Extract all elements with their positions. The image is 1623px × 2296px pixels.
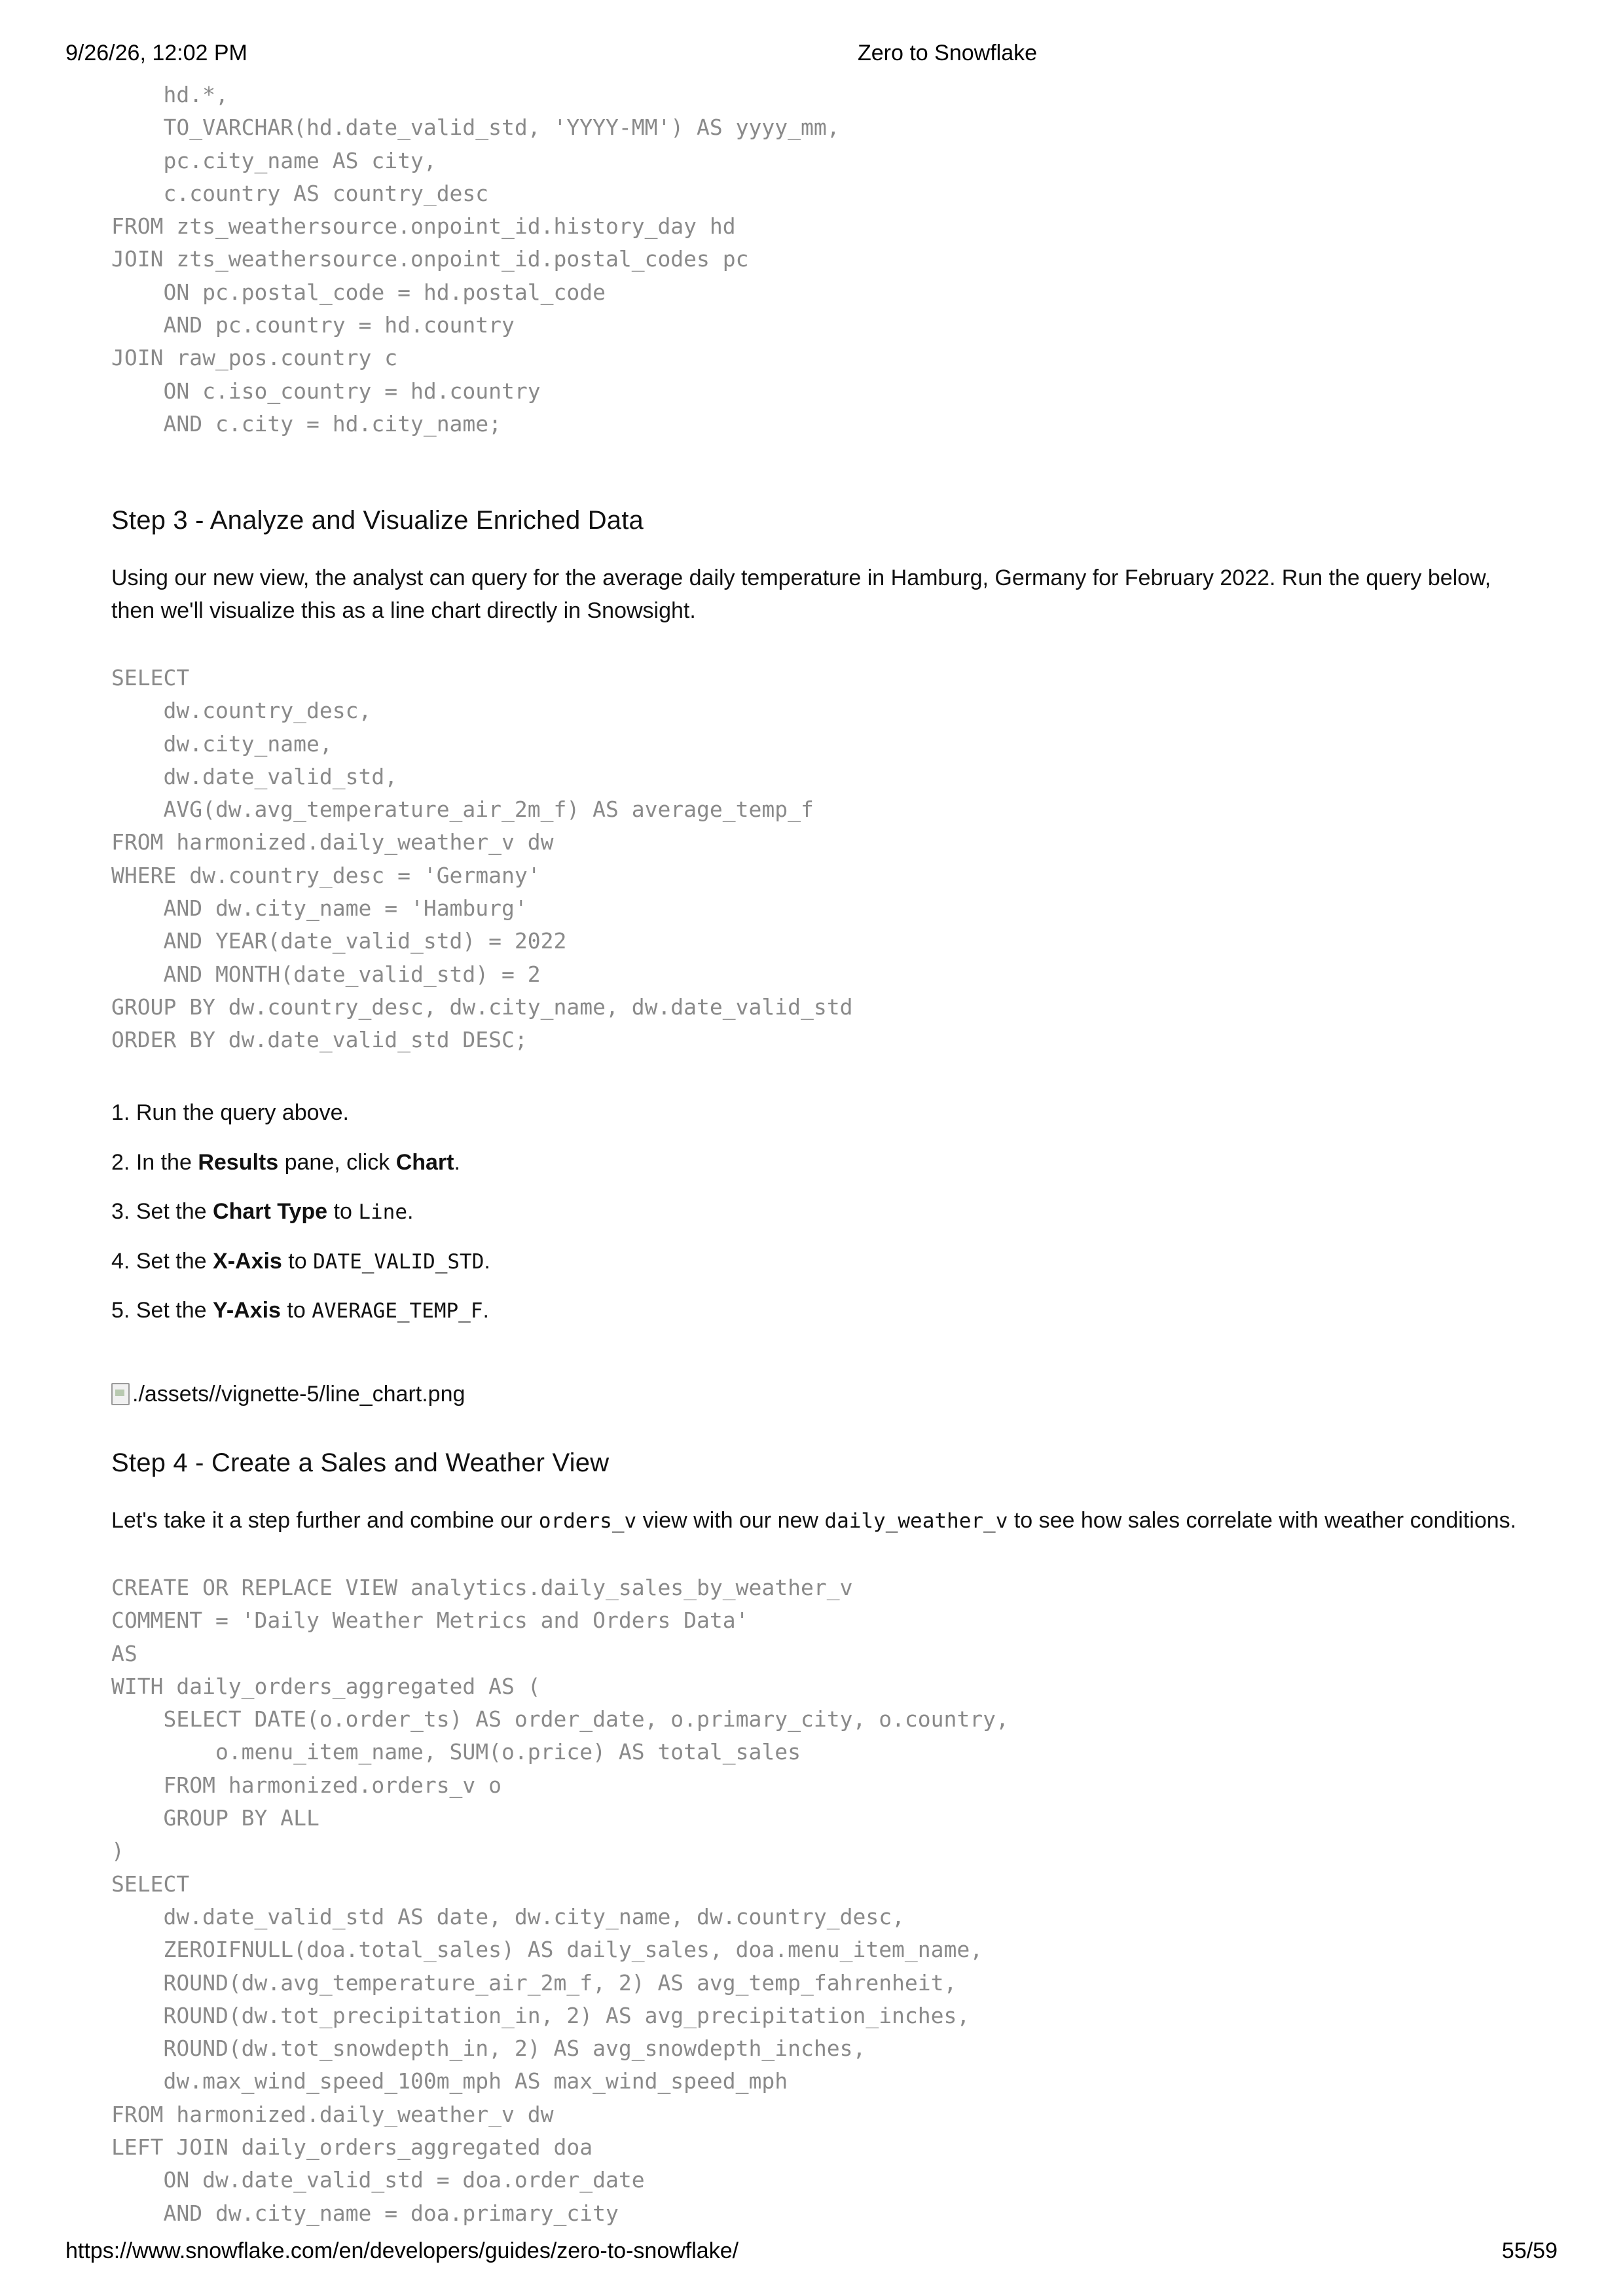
code-block-view-definition: hd.*, TO_VARCHAR(hd.date_valid_std, 'YYYY-MM') AS yyyy_mm, pc.city_name AS city, c.country AS country_desc FROM zts_weathersource.onpoint_id.history_day hd JOIN zts_weathersource.onpoint_id.postal_codes pc ON pc.postal_code = hd.postal_code AND pc.country = hd.country JOIN raw_pos.country c ON c.iso_country = hd.country AND c.city = hd.city_name;: [111, 82, 840, 437]
step-3-heading: Step 3 - Analyze and Visualize Enriched Data: [111, 506, 644, 535]
list-item: 2. In the Results pane, click Chart.: [111, 1149, 460, 1175]
code-block-temperature-query: SELECT dw.country_desc, dw.city_name, dw.date_valid_std, AVG(dw.avg_temperature_air_2m_f) AS average_temp_f FROM harmonized.daily_weather_v dw WHERE dw.country_desc = 'Germany' AND dw.city_name = 'Hamburg' AND YEAR(date_valid_std) = 2022 AND MONTH(date_valid_std) = 2 GROUP BY dw.country_desc, dw.city_name, dw.date_valid_std ORDER BY dw.date_valid_std DESC;: [111, 665, 853, 1053]
code-block-sales-weather-view: CREATE OR REPLACE VIEW analytics.daily_sales_by_weather_v COMMENT = 'Daily Weather Metrics and Orders Data' AS WITH daily_orders_aggregated AS ( SELECT DATE(o.order_ts) AS order_date, o.primary_city, o.country, o.menu_item_name, SUM(o.price) AS total_sales FROM harmonized.orders_v o GROUP BY ALL ) SELECT dw.date_valid_std AS date, dw.city_name, dw.country_desc, ZEROIFNULL(doa.total_sales) AS daily_sales, doa.menu_item_name, ROUND(dw.avg_temperature_air_2m_f, 2) AS avg_temp_fahrenheit, ROUND(dw.tot_precipitation_in, 2) AS avg_precipitation_inches, ROUND(dw.tot_snowdepth_in, 2) AS avg_snowdepth_inches, dw.max_wind_speed_100m_mph AS max_wind_speed_mph FROM harmonized.daily_weather_v dw LEFT JOIN daily_orders_aggregated doa ON dw.date_valid_std = doa.order_date AND dw.city_name = doa.primary_city: [111, 1575, 1009, 2226]
image-alt-text: ./assets//vignette-5/line_chart.png: [132, 1381, 465, 1407]
list-item: 1. Run the query above.: [111, 1100, 349, 1125]
broken-image-line-chart: [111, 1378, 465, 1410]
page-url: https://www.snowflake.com/en/developers/guides/zero-to-snowflake/: [65, 2238, 739, 2263]
step-4-heading: Step 4 - Create a Sales and Weather View: [111, 1448, 610, 1477]
page-title: Zero to Snowflake: [858, 41, 1038, 65]
list-item: 5. Set the Y-Axis to AVERAGE_TEMP_F.: [111, 1298, 489, 1323]
page-number: 55/59: [1501, 2238, 1558, 2263]
list-item: 3. Set the Chart Type to Line.: [111, 1199, 414, 1224]
instruction-list: [111, 1096, 490, 1344]
step-4-paragraph: Let's take it a step further and combine our orders_v view with our new daily_weather_v to see how sales correlate with weather conditions.: [111, 1508, 1517, 1533]
print-datetime: 9/26/26, 12:02 PM: [65, 41, 247, 65]
list-item: 4. Set the X-Axis to DATE_VALID_STD.: [111, 1248, 490, 1274]
broken-image-icon: [111, 1383, 130, 1405]
step-3-paragraph: Using our new view, the analyst can query for the average daily temperature in Hamburg, Germany for February 2022. Run the query below, then we'll visualize this as a line chart directly in Snowsight.: [111, 565, 1491, 623]
